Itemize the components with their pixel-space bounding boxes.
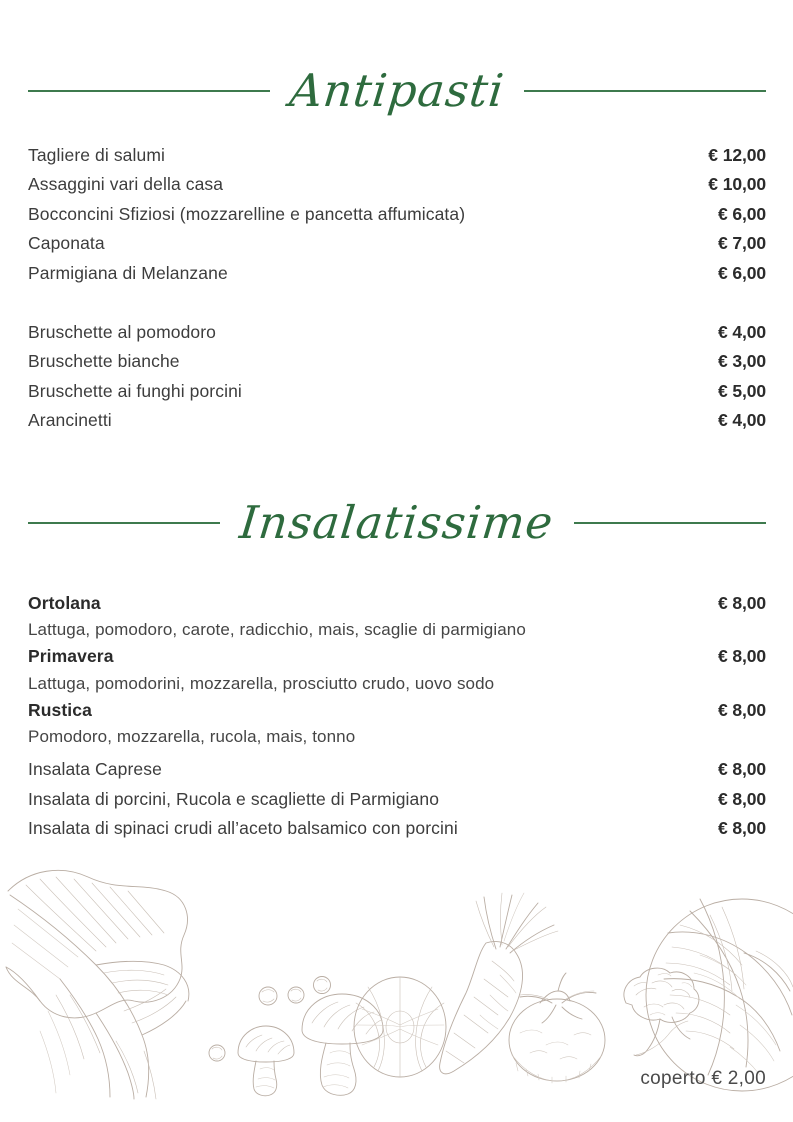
item-name: Bocconcini Sfiziosi (mozzarelline e pancetta affumicata) <box>28 203 466 224</box>
item-price: € 10,00 <box>708 174 766 195</box>
item-name: Caponata <box>28 233 105 254</box>
item-name: Primavera <box>28 646 114 667</box>
item-name: Insalata di porcini, Rucola e scagliette di Parmigiano <box>28 788 440 809</box>
item-name: Insalata Caprese <box>28 759 162 780</box>
menu-row[interactable] <box>28 200 766 229</box>
section-header-insalatissime <box>28 496 766 549</box>
peas-illustration <box>209 977 331 1062</box>
cabbage-illustration <box>646 899 793 1091</box>
item-name: Bruschette ai funghi porcini <box>28 380 242 401</box>
item-price: € 12,00 <box>708 145 766 165</box>
item-name: Bruschette bianche <box>28 351 180 372</box>
chard-leaf-illustration <box>6 870 189 1099</box>
menu-row[interactable] <box>28 814 766 843</box>
rule-left-antipasti <box>28 90 270 92</box>
section-header-antipasti <box>28 64 766 117</box>
item-price: € 7,00 <box>717 233 766 254</box>
item-price: € 3,00 <box>717 351 766 372</box>
item-price: € 8,00 <box>717 699 766 720</box>
item-description: Pomodoro, mozzarella, rucola, mais, tonno <box>28 727 356 747</box>
item-price: € 4,00 <box>717 322 766 343</box>
item-name: Assaggini vari della casa <box>28 174 224 195</box>
menu-row[interactable] <box>28 229 766 258</box>
section-title-insalatissime: Insalatissime <box>237 496 557 549</box>
menu-row[interactable] <box>28 377 766 406</box>
artichoke-illustration <box>354 977 446 1077</box>
item-description: Lattuga, pomodorini, mozzarella, prosciutto crudo, uovo sodo <box>28 673 495 693</box>
menu-row[interactable] <box>28 696 766 725</box>
vegetable-illustration-band <box>0 855 793 1100</box>
item-name: Insalata di spinaci crudi all’aceto balsamico con porcini <box>28 818 458 839</box>
menu-row[interactable] <box>28 318 766 347</box>
menu-row[interactable] <box>28 141 766 170</box>
item-name: Arancinetti <box>28 410 112 431</box>
item-price: € 8,00 <box>717 593 766 613</box>
item-price: € 8,00 <box>717 759 766 780</box>
group-spacer <box>28 288 766 318</box>
item-price: € 4,00 <box>717 410 766 431</box>
item-price: € 8,00 <box>717 646 766 667</box>
mushrooms-illustration <box>238 994 383 1096</box>
rule-left-insalatissime <box>28 522 220 524</box>
item-name: Tagliere di salumi <box>28 145 165 165</box>
menu-list-antipasti <box>28 141 766 436</box>
menu-row[interactable] <box>28 755 766 784</box>
menu-row[interactable] <box>28 785 766 814</box>
section-title-antipasti: Antipasti <box>287 64 507 117</box>
menu-row[interactable] <box>28 589 766 618</box>
coperto-note: coperto € 2,00 <box>640 1068 766 1089</box>
item-price: € 6,00 <box>717 203 766 224</box>
menu-row[interactable] <box>28 259 766 288</box>
carrot-illustration <box>440 893 558 1100</box>
menu-row[interactable] <box>28 642 766 671</box>
item-name: Bruschette al pomodoro <box>28 322 217 343</box>
item-price: € 5,00 <box>717 380 766 401</box>
menu-row[interactable] <box>28 347 766 376</box>
menu-list-insalatissime <box>28 589 766 843</box>
menu-row[interactable] <box>28 170 766 199</box>
item-description: Lattuga, pomodoro, carote, radicchio, mais, scaglie di parmigiano <box>28 620 526 640</box>
item-price: € 8,00 <box>717 788 766 809</box>
item-price: € 8,00 <box>717 818 766 839</box>
rule-right-insalatissime <box>574 522 766 524</box>
item-name: Ortolana <box>28 593 101 613</box>
tomato-illustration <box>509 973 605 1083</box>
rule-right-antipasti <box>524 90 766 92</box>
cauliflower-illustration <box>624 968 699 1056</box>
menu-row[interactable] <box>28 406 766 435</box>
item-name: Rustica <box>28 699 92 720</box>
item-name: Parmigiana di Melanzane <box>28 262 228 283</box>
item-price: € 6,00 <box>717 262 766 283</box>
